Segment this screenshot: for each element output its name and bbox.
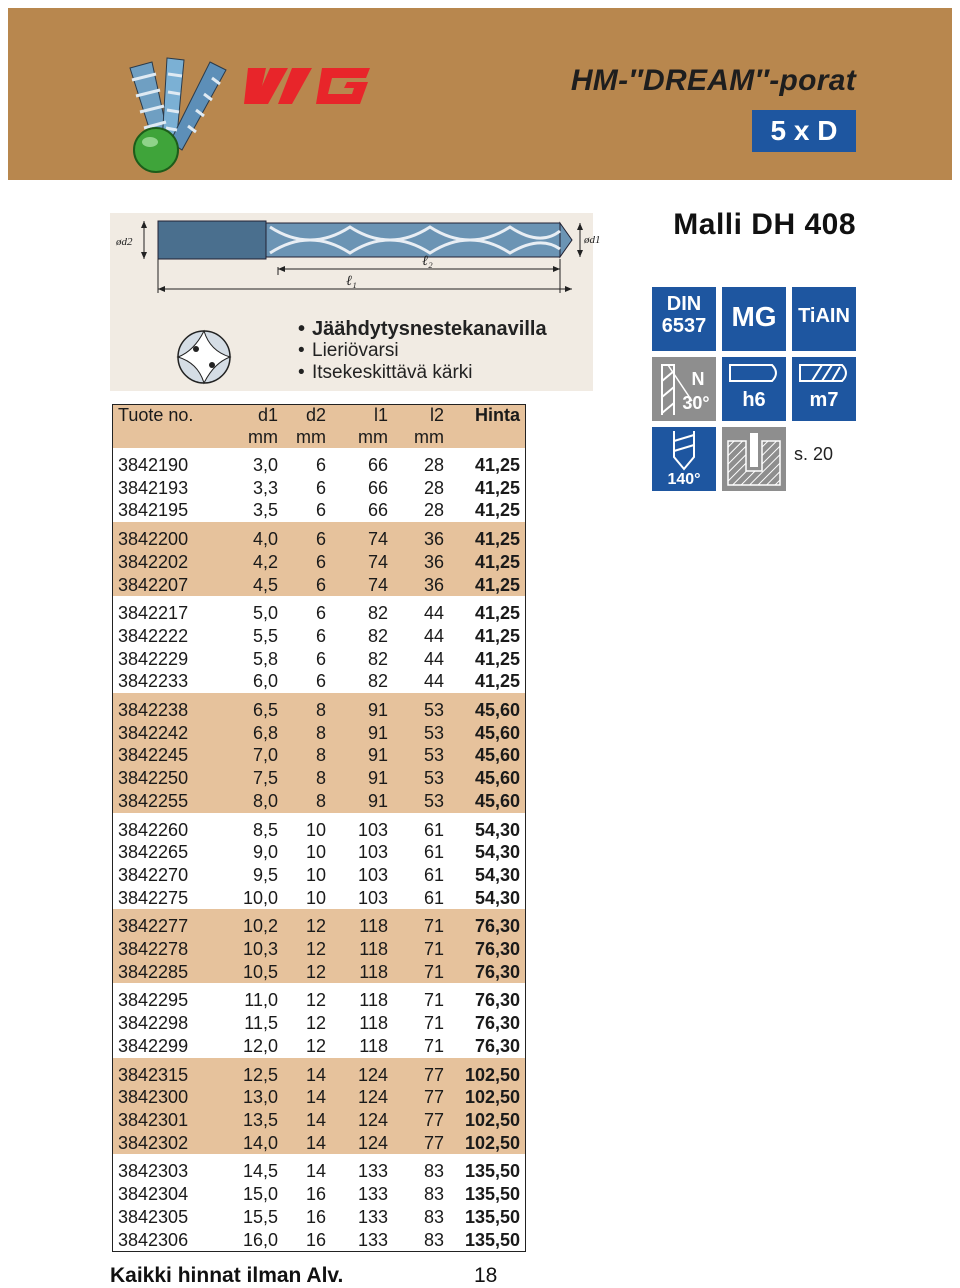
- cell-tuote: 3842302: [118, 1132, 189, 1153]
- table-row: [112, 1229, 526, 1252]
- unit-hinta: [444, 426, 526, 448]
- cell-l2: 71: [423, 916, 444, 937]
- cell-d1: 10,5: [242, 961, 278, 982]
- cell-l1: 124: [357, 1064, 388, 1085]
- table-row: [112, 1086, 526, 1109]
- cell-l1: 103: [357, 819, 388, 840]
- header-tuote: Tuote no.: [118, 405, 194, 425]
- cell-d1: 5,0: [252, 603, 278, 624]
- mg-grade-icon: [722, 287, 786, 351]
- feature-item: • Jäähdytysnestekanavilla: [298, 318, 547, 340]
- cell-d2: 6: [315, 648, 326, 669]
- cell-l1: 103: [357, 864, 388, 885]
- cell-hinta: 76,30: [474, 961, 520, 982]
- table-body: [112, 448, 526, 1251]
- unit-l2: mm: [414, 427, 444, 447]
- cell-l2: 71: [423, 961, 444, 982]
- table-row: [112, 1058, 526, 1087]
- cell-hinta: 54,30: [474, 842, 520, 863]
- cell-hinta: 41,25: [474, 551, 520, 572]
- cell-d2: 6: [315, 671, 326, 692]
- cell-d1: 14,0: [242, 1132, 278, 1153]
- cell-l1: 118: [359, 916, 388, 937]
- table-row: [112, 961, 526, 984]
- cell-hinta: 102,50: [464, 1087, 520, 1108]
- cell-hinta: 41,25: [474, 648, 520, 669]
- cell-tuote: 3842295: [118, 990, 189, 1011]
- cell-l2: 77: [423, 1109, 444, 1130]
- table-row: [112, 551, 526, 574]
- cell-d1: 10,0: [242, 887, 278, 908]
- cell-d2: 12: [305, 916, 326, 937]
- cell-d2: 8: [315, 722, 326, 743]
- table-row: [112, 448, 526, 477]
- cell-l2: 36: [423, 529, 444, 550]
- cell-l2: 71: [423, 990, 444, 1011]
- cell-d1: 12,5: [242, 1064, 278, 1085]
- table-row: [112, 670, 526, 693]
- coating-label: TiAIN: [798, 305, 850, 327]
- cell-l2: 44: [423, 625, 444, 646]
- unit-d2: mm: [296, 427, 326, 447]
- cell-d2: 8: [315, 745, 326, 766]
- product-table: [112, 404, 526, 1251]
- cell-d2: 6: [315, 574, 326, 595]
- cell-tuote: 3842298: [118, 1013, 189, 1034]
- table-row: [112, 1012, 526, 1035]
- cell-d2: 12: [305, 1013, 326, 1034]
- cell-hinta: 76,30: [474, 939, 520, 960]
- angle-30-label: 30°: [682, 393, 710, 413]
- table-row: [112, 909, 526, 938]
- table-row: [112, 1132, 526, 1155]
- cell-hinta: 135,50: [464, 1161, 520, 1182]
- cell-l2: 36: [423, 551, 444, 572]
- cell-l1: 66: [367, 455, 388, 475]
- cell-l1: 118: [359, 1035, 388, 1056]
- type-n-30-icon: [652, 357, 716, 421]
- mg-label: MG: [731, 301, 777, 332]
- cell-d1: 11,0: [244, 990, 278, 1011]
- cell-tuote: 3842300: [118, 1087, 189, 1108]
- cell-l2: 61: [423, 819, 444, 840]
- din-label: DIN: [666, 293, 702, 315]
- cell-d2: 16: [305, 1206, 326, 1227]
- cell-d2: 6: [315, 529, 326, 550]
- cell-d1: 4,5: [252, 574, 278, 595]
- tiain-coating-icon: [792, 287, 856, 351]
- cell-l1: 124: [357, 1109, 388, 1130]
- table-row: [112, 864, 526, 887]
- cell-l1: 118: [359, 990, 388, 1011]
- cell-l1: 133: [357, 1184, 388, 1205]
- unit-l1: mm: [358, 427, 388, 447]
- cell-l1: 118: [359, 1013, 388, 1034]
- cell-l2: 61: [423, 864, 444, 885]
- cell-hinta: 45,60: [474, 722, 520, 743]
- cell-l2: 44: [423, 603, 444, 624]
- table-row: [112, 596, 526, 625]
- feature-item: • Itsekeskittävä kärki: [298, 362, 547, 384]
- cell-tuote: 3842229: [118, 648, 189, 669]
- table-row: [112, 722, 526, 745]
- m7-label: m7: [809, 389, 839, 411]
- cell-d2: 14: [305, 1132, 326, 1153]
- table-row: [112, 1154, 526, 1183]
- cell-l2: 28: [423, 500, 444, 521]
- m7-tolerance-icon: [792, 357, 856, 421]
- h6-label: h6: [742, 389, 766, 411]
- table-row: [112, 648, 526, 671]
- cell-hinta: 102,50: [464, 1109, 520, 1130]
- cell-tuote: 3842306: [118, 1229, 189, 1250]
- cell-d1: 9,5: [252, 864, 278, 885]
- cell-l2: 53: [423, 700, 444, 721]
- cell-d1: 12,0: [242, 1035, 278, 1056]
- cell-tuote: 3842195: [118, 500, 189, 521]
- cell-d1: 11,5: [244, 1013, 278, 1034]
- cell-d1: 10,2: [242, 916, 278, 937]
- cell-d1: 3,5: [252, 500, 278, 521]
- cell-l2: 61: [423, 842, 444, 863]
- page-title: HM-″DREAM″-porat: [570, 64, 856, 97]
- cell-hinta: 41,25: [474, 477, 520, 498]
- cell-d1: 13,5: [242, 1109, 278, 1130]
- table-row: [112, 983, 526, 1012]
- cell-tuote: 3842233: [118, 671, 189, 692]
- table-row: [112, 1035, 526, 1058]
- cell-d1: 6,8: [252, 722, 278, 743]
- cell-l1: 82: [367, 648, 388, 669]
- table-row: [112, 767, 526, 790]
- cell-l1: 103: [357, 887, 388, 908]
- cell-tuote: 3842217: [118, 603, 189, 624]
- cell-d1: 14,5: [242, 1161, 278, 1182]
- cell-tuote: 3842304: [118, 1184, 189, 1205]
- cell-d2: 8: [315, 768, 326, 789]
- cell-l1: 103: [357, 842, 388, 863]
- cell-l2: 71: [423, 1013, 444, 1034]
- table-row: [112, 813, 526, 842]
- cell-d1: 9,0: [252, 842, 278, 863]
- table-row: [112, 477, 526, 500]
- cell-d1: 8,0: [252, 790, 278, 811]
- cell-tuote: 3842245: [118, 745, 189, 766]
- cell-l1: 66: [367, 477, 388, 498]
- cell-l1: 118: [359, 939, 388, 960]
- header-d1: d1: [257, 405, 278, 425]
- cell-hinta: 41,25: [474, 500, 520, 521]
- cell-hinta: 76,30: [474, 1013, 520, 1034]
- cell-hinta: 76,30: [474, 1035, 520, 1056]
- unit-tuote: [112, 426, 220, 448]
- cell-tuote: 3842242: [118, 722, 189, 743]
- cell-hinta: 135,50: [464, 1206, 520, 1227]
- cell-l1: 82: [367, 671, 388, 692]
- cell-d2: 6: [315, 455, 326, 475]
- cell-l1: 74: [367, 529, 388, 550]
- cell-l1: 91: [367, 700, 388, 721]
- cell-l1: 91: [367, 745, 388, 766]
- cell-tuote: 3842277: [118, 916, 189, 937]
- cell-l1: 66: [367, 500, 388, 521]
- cell-d2: 10: [305, 887, 326, 908]
- table-row: [112, 693, 526, 722]
- cell-l2: 71: [423, 1035, 444, 1056]
- header-l1: l1: [373, 405, 388, 425]
- cell-hinta: 54,30: [474, 819, 520, 840]
- cell-d2: 10: [305, 819, 326, 840]
- cell-tuote: 3842207: [118, 574, 189, 595]
- cell-l1: 124: [357, 1087, 388, 1108]
- cell-tuote: 3842255: [118, 790, 189, 811]
- cell-l2: 44: [423, 648, 444, 669]
- cell-tuote: 3842222: [118, 625, 189, 646]
- cell-l2: 83: [423, 1161, 444, 1182]
- cell-l1: 74: [367, 574, 388, 595]
- cell-d2: 12: [305, 961, 326, 982]
- cell-d1: 3,0: [252, 455, 278, 475]
- cell-hinta: 54,30: [474, 864, 520, 885]
- cell-d1: 6,5: [252, 700, 278, 721]
- header-banner: [8, 8, 952, 180]
- din-number: 6537: [661, 315, 707, 337]
- cell-hinta: 45,60: [474, 768, 520, 789]
- cell-l2: 53: [423, 722, 444, 743]
- cell-d2: 8: [315, 790, 326, 811]
- cell-d1: 5,8: [252, 648, 278, 669]
- cell-l1: 74: [367, 551, 388, 572]
- cell-hinta: 102,50: [464, 1064, 520, 1085]
- table-row: [112, 887, 526, 910]
- cell-hinta: 135,50: [464, 1184, 520, 1205]
- cell-l2: 28: [423, 455, 444, 475]
- cell-l2: 71: [423, 939, 444, 960]
- cell-tuote: 3842299: [118, 1035, 189, 1056]
- cell-hinta: 41,25: [474, 455, 520, 475]
- cell-tuote: 3842301: [118, 1109, 189, 1130]
- cell-tuote: 3842278: [118, 939, 189, 960]
- cell-tuote: 3842190: [118, 455, 189, 475]
- cell-hinta: 41,25: [474, 574, 520, 595]
- h6-tolerance-icon: [722, 357, 786, 421]
- cell-d1: 8,5: [252, 819, 278, 840]
- table-units-row: [112, 426, 526, 448]
- unit-d1: mm: [248, 427, 278, 447]
- table-row: [112, 1109, 526, 1132]
- cell-hinta: 41,25: [474, 603, 520, 624]
- cell-d1: 15,0: [242, 1184, 278, 1205]
- hole-section-icon: [722, 427, 786, 491]
- d1-label: ød1: [584, 234, 601, 246]
- cell-d1: 7,0: [252, 745, 278, 766]
- cell-tuote: 3842250: [118, 768, 189, 789]
- table-row: [112, 499, 526, 522]
- cell-d2: 14: [305, 1109, 326, 1130]
- table-row: [112, 1183, 526, 1206]
- cell-l1: 91: [367, 790, 388, 811]
- table-row: [112, 841, 526, 864]
- table-row: [112, 790, 526, 813]
- point-angle-140-icon: [652, 427, 716, 491]
- cell-d2: 12: [305, 1035, 326, 1056]
- cell-d2: 6: [315, 500, 326, 521]
- drill-tip-icon: [792, 359, 856, 389]
- cell-d2: 6: [315, 477, 326, 498]
- cell-tuote: 3842202: [118, 551, 189, 572]
- l2-label: ℓ₂: [422, 254, 433, 269]
- cell-d2: 10: [305, 864, 326, 885]
- cell-hinta: 76,30: [474, 990, 520, 1011]
- table-row: [112, 522, 526, 551]
- header-l2: l2: [429, 405, 444, 425]
- cell-hinta: 135,50: [464, 1229, 520, 1250]
- cell-l2: 77: [423, 1064, 444, 1085]
- cell-l1: 91: [367, 768, 388, 789]
- cell-l1: 133: [357, 1206, 388, 1227]
- cell-l2: 83: [423, 1184, 444, 1205]
- cell-hinta: 41,25: [474, 625, 520, 646]
- cell-d1: 10,3: [242, 939, 278, 960]
- l1-label: ℓ₁: [346, 274, 357, 289]
- yg-brand-logo-icon: [244, 64, 374, 108]
- cell-d1: 3,3: [252, 477, 278, 498]
- cell-hinta: 45,60: [474, 745, 520, 766]
- cell-l1: 82: [367, 625, 388, 646]
- cell-d1: 5,5: [252, 625, 278, 646]
- price-note: Kaikki hinnat ilman Alv.: [110, 1264, 344, 1287]
- cell-d2: 6: [315, 551, 326, 572]
- table-row: [112, 938, 526, 961]
- cell-tuote: 3842200: [118, 529, 189, 550]
- cell-d2: 14: [305, 1087, 326, 1108]
- cell-tuote: 3842238: [118, 700, 189, 721]
- page-number: 18: [474, 1264, 498, 1287]
- cell-l2: 77: [423, 1087, 444, 1108]
- cell-tuote: 3842303: [118, 1161, 189, 1182]
- drill-bits-logo-icon: [112, 50, 252, 180]
- cell-tuote: 3842193: [118, 477, 189, 498]
- feature-list: [298, 318, 547, 384]
- cell-hinta: 45,60: [474, 700, 520, 721]
- cell-d2: 8: [315, 700, 326, 721]
- cell-d1: 13,0: [242, 1087, 278, 1108]
- cell-d1: 4,0: [252, 529, 278, 550]
- shank-icon: [722, 359, 786, 389]
- cell-hinta: 102,50: [464, 1132, 520, 1153]
- cell-l1: 133: [357, 1229, 388, 1250]
- cell-tuote: 3842265: [118, 842, 189, 863]
- cell-hinta: 45,60: [474, 790, 520, 811]
- size-badge: 5 x D: [752, 110, 856, 152]
- cell-d2: 6: [315, 603, 326, 624]
- cell-d2: 6: [315, 625, 326, 646]
- cell-l2: 83: [423, 1206, 444, 1227]
- cell-tuote: 3842260: [118, 819, 189, 840]
- cell-hinta: 54,30: [474, 887, 520, 908]
- cell-l2: 53: [423, 768, 444, 789]
- cell-l1: 118: [359, 961, 388, 982]
- header-d2: d2: [305, 405, 326, 425]
- cell-l1: 133: [357, 1161, 388, 1182]
- angle-140-label: 140°: [667, 471, 701, 488]
- cell-d2: 14: [305, 1064, 326, 1085]
- cell-l1: 82: [367, 603, 388, 624]
- cell-l2: 53: [423, 790, 444, 811]
- cell-tuote: 3842305: [118, 1206, 189, 1227]
- model-title: Malli DH 408: [673, 208, 856, 241]
- cell-l1: 124: [357, 1132, 388, 1153]
- table-row: [112, 574, 526, 597]
- cell-d2: 16: [305, 1229, 326, 1250]
- cell-d1: 6,0: [252, 671, 278, 692]
- header-hinta: Hinta: [475, 405, 520, 425]
- feature-item: • Lieriövarsi: [298, 340, 547, 362]
- cell-hinta: 41,25: [474, 529, 520, 550]
- cell-tuote: 3842285: [118, 961, 189, 982]
- cell-d1: 4,2: [252, 551, 278, 572]
- cell-hinta: 41,25: [474, 671, 520, 692]
- cell-tuote: 3842315: [118, 1064, 189, 1085]
- cell-l2: 61: [423, 887, 444, 908]
- din-6537-icon: [652, 287, 716, 351]
- cell-d1: 15,5: [242, 1206, 278, 1227]
- cell-l2: 44: [423, 671, 444, 692]
- cell-l2: 28: [423, 477, 444, 498]
- page-reference: s. 20: [794, 444, 834, 464]
- cell-d2: 16: [305, 1184, 326, 1205]
- cell-d2: 12: [305, 990, 326, 1011]
- cell-d2: 10: [305, 842, 326, 863]
- cell-l2: 77: [423, 1132, 444, 1153]
- table-header-row: [112, 404, 526, 426]
- cell-d2: 14: [305, 1161, 326, 1182]
- cell-tuote: 3842270: [118, 864, 189, 885]
- cell-l1: 91: [367, 722, 388, 743]
- cell-d2: 12: [305, 939, 326, 960]
- table-row: [112, 744, 526, 767]
- cell-d1: 7,5: [252, 768, 278, 789]
- cell-l2: 36: [423, 574, 444, 595]
- type-n-label: N: [691, 369, 705, 389]
- cell-l2: 53: [423, 745, 444, 766]
- table-row: [112, 625, 526, 648]
- cell-tuote: 3842275: [118, 887, 189, 908]
- cell-l2: 83: [423, 1229, 444, 1250]
- d2-label: ød2: [116, 236, 133, 248]
- table-row: [112, 1206, 526, 1229]
- cell-hinta: 76,30: [474, 916, 520, 937]
- blind-hole-icon: [722, 427, 786, 491]
- cell-d1: 16,0: [242, 1229, 278, 1250]
